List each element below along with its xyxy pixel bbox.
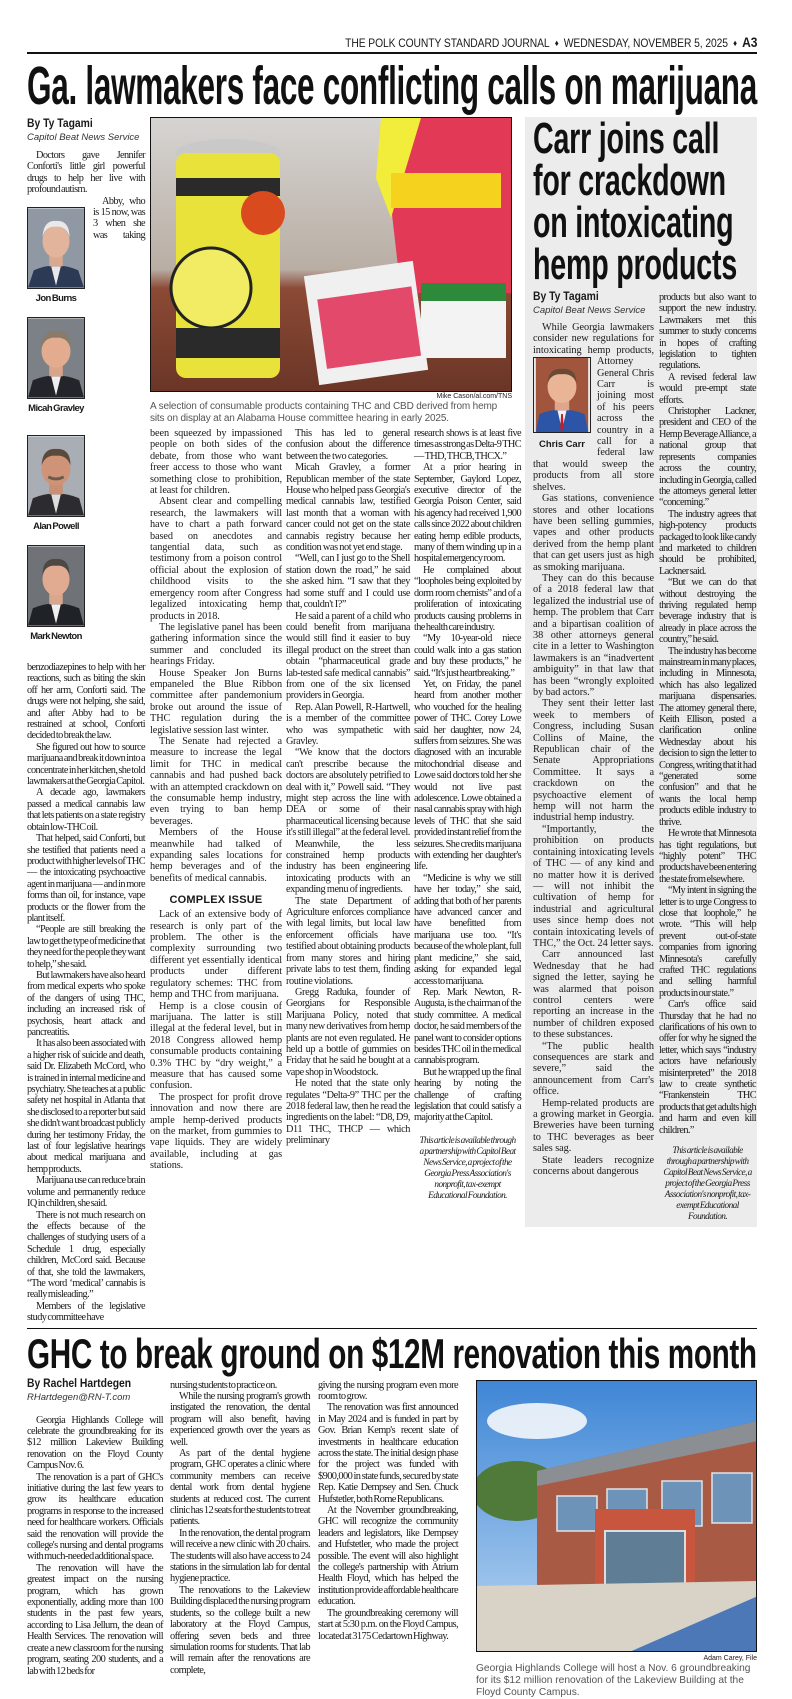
article-paragraph: As part of the dental hygiene program, GHC operates a clinic where community members can receive dental work from dental hygiene students at reduced cost. The current clinic has 12 seats for the students to treat patients. bbox=[170, 1448, 310, 1528]
article-paragraph: Members of the legislative study committee have bbox=[27, 1300, 145, 1324]
article-paragraph: They sent their letter last week to members of Congress, including Susan Collins of Maine, the Republican chair of the Senate Appropriations Committee. It says a crackdown on the psychoactive element of hemp will not harm the industrial hemp industry. bbox=[533, 698, 654, 824]
article-paragraph: The state Department of Agriculture enforces compliance with legal limits, but local law enforcement officials have testified about obtaining products from many stores and hiring private labs to test them, finding routine violations. bbox=[286, 895, 410, 987]
column-text bbox=[286, 428, 410, 1147]
partnership-note: This article is available through a partnership with Capitol Beat News Service, a project of the Georgia Press Association's nonprofit, tax-exempt Educational Foundation. bbox=[663, 1146, 752, 1223]
lakeview-building-photo-icon bbox=[477, 1381, 757, 1652]
article-paragraph: “Medicine is why we still have her today,” she said, adding that both of her parents have advanced cancer and have benefitted from marijuana use too. “It's because of the whole plant, full plant medicine,” she said, asking for expanded legal access to marijuana. bbox=[414, 872, 521, 987]
article-paragraph: It has also been associated with a higher risk of suicide and death, said Dr. Elizabeth McCord, who is trained in internal medicine and psychiatry. She teaches at a public safety net hospital in Atlanta that she disclosed to a reporter but said she didn't want broadcast publicly during her testimony Friday, the last of four legislative hearings about medical marijuana and hemp products. bbox=[27, 1038, 145, 1175]
bottom-headline-wrap bbox=[27, 1329, 757, 1377]
issue-date: WEDNESDAY, NOVEMBER 5, 2025 bbox=[563, 36, 728, 50]
section-subhead: COMPLEX ISSUE bbox=[169, 894, 263, 907]
byline-author: By Ty Tagami bbox=[533, 291, 599, 303]
section-rule bbox=[27, 1328, 757, 1329]
diamond-separator-icon: ♦ bbox=[554, 38, 559, 48]
photo-credit: Mike Cason/al.com/TNS bbox=[436, 393, 512, 400]
article-paragraph: Absent clear and compelling research, the lawmakers will have to chart a path forward based on anecdotes and tangential data, such as testimony from a poison control official about the explosion of childhood visits to the emergency room after Congress legalized intoxicating hemp products in 2018. bbox=[150, 496, 282, 622]
article-paragraph: This has led to general confusion about the difference between the two categories. bbox=[286, 428, 410, 462]
article-paragraph: “Well, can I just go to the Shell station down the road,” he said she asked him. “I saw that they had some stuff and I could use that, couldn't I?” bbox=[286, 553, 410, 611]
article-paragraph: But he wrapped up the final hearing by noting the challenge of crafting legislation that could satisfy a majority at the Capitol. bbox=[414, 1066, 521, 1124]
sidebar-column-2 bbox=[659, 292, 756, 1223]
article-paragraph: “People are still breaking the law to get the type of medicine that they need for the people they want to help,” she said. bbox=[27, 924, 145, 970]
bottom-column-2 bbox=[170, 1380, 310, 1677]
page-number: A3 bbox=[741, 34, 757, 50]
article-paragraph: In the renovation, the dental program will receive a new clinic with 20 chairs. The students will also have access to 24 stations in the simulation lab for dental hygiene practice. bbox=[170, 1527, 310, 1585]
mugshot bbox=[533, 357, 591, 450]
photo-caption: A selection of consumable products containing THC and CBD derived from hemp sits on display at an Alabama House committee hearing in early 2025. bbox=[150, 401, 498, 424]
article-paragraph: been squeezed by impassioned people on both sides of the debate, from those who want freer access to those who want something close to prohibition, at least for children. bbox=[150, 428, 282, 497]
header-rule bbox=[27, 52, 757, 54]
mugshot-stack bbox=[27, 207, 89, 662]
article-paragraph: The renovation will have the greatest impact on the nursing program, which has grown exponentially, adding more than 100 students in the past few years, according to Lisa Jellum, the dean of Health Services. The renovation will create a new classroom for the nursing program, seating 200 students, and a lab with 12 beds for bbox=[27, 1562, 163, 1677]
article-paragraph: There is not much research on the effects because of the challenges of studying users of a Schedule 1 drug, especially children, McCord said. Because of that, she told the lawmakers, “The word ‘medical’ cannabis is really misleading.” bbox=[27, 1209, 145, 1301]
byline-email: RHartdegen@RN-T.com bbox=[27, 1391, 131, 1403]
article-paragraph: products but also want to support the new industry. Lawmakers met this summer to study concerns in hopes of crafting legislation to tighten regulations. bbox=[659, 292, 756, 372]
article-paragraph: Rep. Alan Powell, R-Hartwell, is a member of the committee who was sympathetic with Gravley. bbox=[286, 701, 410, 747]
bottom-headline: GHC to break ground on $12M renovation this month bbox=[27, 1329, 757, 1377]
lead-column-1 bbox=[27, 150, 145, 1324]
lead-headline-wrap bbox=[27, 58, 757, 114]
article-paragraph: He wrote that Minnesota has tight regulations, but “highly potent” THC products have been entering the state from elsewhere. bbox=[659, 828, 756, 885]
building-photo bbox=[476, 1380, 757, 1652]
article-paragraph: A decade ago, lawmakers passed a medical cannabis law that lets patients on a state registry obtain low-THC oil. bbox=[27, 787, 145, 833]
article-paragraph: Gregg Raduka, founder of Georgians for Responsible Marijuana Policy, noted that many new derivatives from hemp plants are not even regulated. He held up a bottle of gummies on Friday that he said he bought at a vape shop in Woodstock. bbox=[286, 986, 410, 1078]
mugshot-chris-carr bbox=[533, 357, 593, 457]
portrait-photo-icon bbox=[533, 357, 591, 433]
article-paragraph: “My intent in signing the letter is to urge Congress to close that loophole,” he wrote. “This will help prevent out-of-state companies from ignoring Minnesota's carefully crafted THC regulations and selling harmful products in our state.” bbox=[659, 885, 756, 999]
article-paragraph: Christopher Lackner, president and CEO of the Hemp Beverage Alliance, a national group that represents companies across the country, including in Georgia, called the attorneys general letter “concerning.” bbox=[659, 406, 756, 509]
article-paragraph: “We know that the doctors can't prescribe because the doctors are absolutely petrified to deal with it,” Powell said. “They might step across the line with DEA or some of their pharmaceutical licensing because it's still illegal” at the federal level. bbox=[286, 747, 410, 839]
article-paragraph: Hemp is a close cousin of marijuana. The latter is still illegal at the federal level, but in 2018 Congress allowed hemp consumable products containing 0.3% THC by “dry weight,” a measure that has caused some confusion. bbox=[150, 1000, 282, 1092]
sidebar-headline-wrap bbox=[533, 114, 754, 289]
article-paragraph: Georgia Highlands College will celebrate the groundbreaking for its $12 million Lakeview Building renovation on the Floyd County Campus Nov. 6. bbox=[27, 1414, 163, 1472]
lead-headline: Ga. lawmakers face conflicting calls on marijuana bbox=[27, 56, 757, 116]
page-header bbox=[345, 34, 757, 50]
sidebar-headline: Carr joins call for crackdown on intoxicating hemp products bbox=[533, 114, 738, 289]
article-paragraph: “Importantly, the prohibition on products containing intoxicating levels of THC — of any kind and no matter how it is derived — will not inhibit the cultivation of hemp for industrial and agricultural uses since hemp does not contain intoxicating levels of THC,” the Oct. 24 letter says. bbox=[533, 823, 654, 949]
article-paragraph: Yet, on Friday, the panel heard from another mother who vouched for the healing power of THC. Corey Lowe said her daughter, now 24, suffers from seizures. She was diagnosed with an incurable mitochondrial disease and Lowe said doctors told her she would not live past adolescence. Lowe obtained a nasal cannabis spray with high levels of THC that she said provided instant relief from the seizures. She credits marijuana with extending her daughter's life. bbox=[414, 678, 521, 873]
partnership-note: This article is available through a partnership with Capitol Beat News Service, a project of the Georgia Press Association's nonprofit, tax-exempt Educational Foundation. bbox=[419, 1135, 516, 1201]
article-paragraph: State leaders recognize concerns about dangerous bbox=[533, 1154, 654, 1178]
article-paragraph: Hemp-related products are a growing market in Georgia. Breweries have been turning to THC beverages as beer sales sag. bbox=[533, 1097, 654, 1155]
article-paragraph: “But we can do that without destroying the thriving regulated hemp beverage industry that is already in place across the country,” he said. bbox=[659, 577, 756, 646]
portrait-photo-icon bbox=[27, 207, 85, 289]
portrait-photo-icon bbox=[27, 317, 85, 399]
sidebar-byline bbox=[533, 291, 653, 316]
newspaper-name: THE POLK COUNTY STANDARD JOURNAL bbox=[344, 36, 550, 50]
article-paragraph: Abby, who is 15 now, was 3 when she was taking benzodiazepines to help with her reactions, such as biting the skin off her arm, Conforti said. The drugs were not helping, she said, and after Abby had to be restrained at school, Conforti decided to break the law. bbox=[27, 195, 145, 742]
article-paragraph: The legislative panel has been gathering information since the summer and concluded its hearings Friday. bbox=[150, 621, 282, 668]
column-text bbox=[659, 292, 756, 1136]
byline-author: By Ty Tagami bbox=[27, 118, 93, 130]
column-text bbox=[150, 428, 282, 1172]
portrait-photo-icon bbox=[27, 545, 85, 627]
article-paragraph: Marijuana use can reduce brain volume and permanently reduce IQ in children, she said. bbox=[27, 1175, 145, 1210]
mugshot-caption: Mark Newton bbox=[30, 631, 82, 642]
article-paragraph: But lawmakers have also heard from medical experts who spoke of the dangers of using THC, including an increased risk of psychosis, heart attack and pancreatitis. bbox=[27, 969, 145, 1038]
article-paragraph: At the November groundbreaking, GHC will recognize the community leaders and legislators, like Dempsey and Hufstetler, who made the project possible. The event will also highlight the college's partnership with Atrium Health Floyd, which has helped the institution provide affordable healthcare education. bbox=[318, 1505, 458, 1608]
mugshot-jon-burns bbox=[27, 207, 85, 304]
mugshot-caption: Jon Burns bbox=[35, 293, 77, 304]
article-paragraph: He said a parent of a child who could benefit from marijuana would still find it easier to buy illegal product on the street than obtain “pharmaceutical grade lab-tested safe medical cannabis” from one of the six licensed providers in Georgia. bbox=[286, 610, 410, 702]
lead-column-4 bbox=[414, 428, 521, 1202]
article-paragraph: The renovation was first announced in May 2024 and is funded in part by Gov. Brian Kemp's recent slate of investments in healthcare education across the state. The initial design phase for the project was funded with $900,000 in state funds, secured by state Rep. Katie Dempsey and Sen. Chuck Hufstetler, both Rome Republicans. bbox=[318, 1402, 458, 1505]
mugshot-mark-newton bbox=[27, 545, 85, 642]
article-paragraph: Rep. Mark Newton, R-Augusta, is the chairman of the study committee. A medical doctor, he said members of the panel want to consider options besides THC oil in the medical cannabis program. bbox=[414, 986, 521, 1067]
mugshot-caption: Alan Powell bbox=[33, 521, 79, 532]
sidebar-column-1 bbox=[533, 322, 654, 1177]
diamond-separator-icon: ♦ bbox=[732, 38, 737, 48]
article-paragraph: The Senate had rejected a measure to increase the legal limit for THC in medical cannabis and had pushed back with an attempted crackdown on the consumable hemp industry, even trying to ban hemp beverages. bbox=[150, 735, 282, 827]
mugshot-micah-gravley bbox=[27, 317, 85, 414]
article-paragraph: While the nursing program's growth instigated the renovation, the dental program will also benefit, having experienced growth over the years as well. bbox=[170, 1390, 310, 1448]
article-paragraph: While Georgia lawmakers consider new regulations for intoxicating hemp products, Attorney General Chris Carr is joining most of his peers across the country in a call for a federal law that would sweep the products from all store shelves. bbox=[533, 322, 654, 493]
bottom-byline bbox=[27, 1378, 167, 1403]
article-paragraph: She figured out how to source marijuana and break it down into a concentrate in her kitchen, she told lawmakers at the Georgia Capitol. bbox=[27, 741, 146, 788]
article-paragraph: He noted that the state only regulates “Delta-9” THC per the 2018 federal law, then he read the ingredients on the label: “D8, D9, D11 THC, THCP — which preliminary bbox=[286, 1078, 410, 1147]
byline-outlet: Capitol Beat News Service bbox=[27, 132, 140, 143]
mugshot-caption: Micah Gravley bbox=[28, 403, 84, 414]
article-paragraph: Gas stations, convenience stores and other locations have been selling gummies, vapes and other products derived from the hemp plant that can get users just as high as smoking marijuana. bbox=[533, 493, 654, 573]
article-paragraph: The industry has become mainstream in many places, including in Minnesota, which has also legalized marijuana dispensaries. The attorney general there, Keith Ellison, posted a clarification online Wednesday about his decision to sign the letter to Congress, writing that it had “generated some confusion” and that he wants the local hemp products edible industry to thrive. bbox=[659, 645, 756, 828]
article-paragraph: giving the nursing program even more room to grow. bbox=[318, 1379, 458, 1402]
article-paragraph: A revised federal law would pre-empt state efforts. bbox=[659, 371, 756, 406]
article-paragraph: House Speaker Jon Burns empaneled the Blue Ribbon committee after pandemonium broke out around the issue of THC regulation during the legislative session last winter. bbox=[150, 667, 282, 736]
hemp-products-photo-icon bbox=[151, 118, 512, 392]
column-text bbox=[414, 428, 521, 1124]
article-paragraph: research shows is at least five times as strong as Delta-9 THC — THD, THCB, THCX.” bbox=[414, 428, 521, 462]
article-paragraph: The groundbreaking ceremony will start at 5:30 p.m. on the Floyd Campus, located at 3175 Cedartown Highway. bbox=[318, 1607, 458, 1642]
article-paragraph: At a prior hearing in September, Gaylord Lopez, executive director of the Georgia Poison Center, said his agency had received 1,900 calls since 2022 about children eating hemp edible products, many of them winding up in a hospital emergency room. bbox=[414, 462, 521, 565]
lead-byline bbox=[27, 118, 145, 143]
article-paragraph: The renovation is a part of GHC's initiative during the last few years to grow its healthcare education programs in response to the increased need for healthcare workers. Officials said the renovation will provide the college's nursing and dental programs with much-needed additional space. bbox=[27, 1471, 163, 1563]
column-text bbox=[318, 1380, 458, 1642]
lead-column-3 bbox=[286, 428, 410, 1147]
article-paragraph: That helped, said Conforti, but she testified that patients need a product with higher levels of THC — the intoxicating psychoactive agent in marijuana — and in more forms than oil, for instance, vape products or the flower from the plant itself. bbox=[27, 833, 145, 924]
portrait-photo-icon bbox=[27, 435, 85, 517]
photo-caption: Georgia Highlands College will host a Nov. 6 groundbreaking for its $12 million renovation of the Lakeview Building at the Floyd County Campus. bbox=[476, 1662, 751, 1698]
byline-author: By Rachel Hartdegen bbox=[27, 1377, 132, 1390]
column-text bbox=[170, 1380, 310, 1677]
article-paragraph: They can do this because of a 2018 federal law that legalized the industrial use of hemp. The problem that Carr and a bipartisan coalition of 38 other attorneys general cite in a letter to Washington lawmakers is an “inadvertent ambiguity” in that law that has been “wrongly exploited by bad actors.” bbox=[533, 572, 654, 698]
column-text bbox=[27, 1415, 163, 1677]
article-paragraph: “My 10-year-old niece could walk into a gas station and buy these products,” he said. “It's just heartbreaking.” bbox=[414, 633, 521, 679]
article-paragraph: Lack of an extensive body of research is only part of the problem. The other is the complexity surrounding two different yet essentially identical products under different regulatory schemes: THC from hemp and THC from marijuana. bbox=[150, 909, 282, 1001]
article-paragraph: Meanwhile, the less constrained hemp products industry has been engineering intoxicating products with an expanding menu of ingredients. bbox=[286, 838, 410, 896]
lead-photo bbox=[150, 117, 512, 392]
article-paragraph: He complained about “loopholes being exploited by dorm room chemists” and of a proliferation of intoxicating products causing problems in the health care industry. bbox=[414, 564, 521, 633]
article-paragraph: Carr's office said Thursday that he had no clarifications of his own to offer for why he signed the letter, which says “industry actors have nefariously misinterpreted” the 2018 law to create synthetic “Frankenstein THC products that get adults high and harm and even kill children.” bbox=[659, 999, 756, 1136]
byline-outlet: Capitol Beat News Service bbox=[533, 305, 646, 316]
article-paragraph: The industry agrees that high-potency products packaged to look like candy and marketed to children should be prohibited, Lackner said. bbox=[659, 508, 756, 577]
article-paragraph: The prospect for profit drove innovation and now there are ample hemp-derived products on the market, from gummies to vape liquids. They are widely available, including at gas stations. bbox=[150, 1091, 282, 1172]
photo-credit: Adam Carey, File bbox=[703, 1654, 757, 1662]
article-paragraph: The renovations to the Lakeview Building displaced the nursing program students, so the college built a new laboratory at the Floyd Campus, offering seven beds and three simulation rooms for students. That lab will remain after the renovations are complete, bbox=[170, 1584, 310, 1676]
lead-column-2 bbox=[150, 428, 282, 1172]
mugshot-alan-powell bbox=[27, 435, 85, 532]
article-paragraph: “The public health consequences are stark and severe,” said the announcement from Carr's office. bbox=[533, 1040, 654, 1098]
article-paragraph: Doctors gave Jennifer Conforti's little girl powerful drugs to help her live with profound autism. bbox=[27, 150, 145, 196]
article-paragraph: Members of the House meanwhile had talked of expanding sales locations for hemp beverages and of the benefits of medical cannabis. bbox=[150, 827, 282, 884]
article-paragraph: nursing students to practice on. bbox=[170, 1379, 277, 1391]
article-paragraph: Micah Gravley, a former Republican member of the state House who helped pass Georgia's medical cannabis law, testified last month that a woman with cancer could not get on the state cannabis registry because her condition was not yet end stage. bbox=[286, 462, 410, 554]
mugshot-caption: Chris Carr bbox=[539, 439, 585, 450]
bottom-column-1 bbox=[27, 1415, 163, 1677]
article-paragraph: Carr announced last Wednesday that he had signed the letter, saying he was alarmed that poison control centers were reporting an increase in the number of children exposed to these substances. bbox=[533, 949, 654, 1041]
bottom-column-3 bbox=[318, 1380, 458, 1642]
